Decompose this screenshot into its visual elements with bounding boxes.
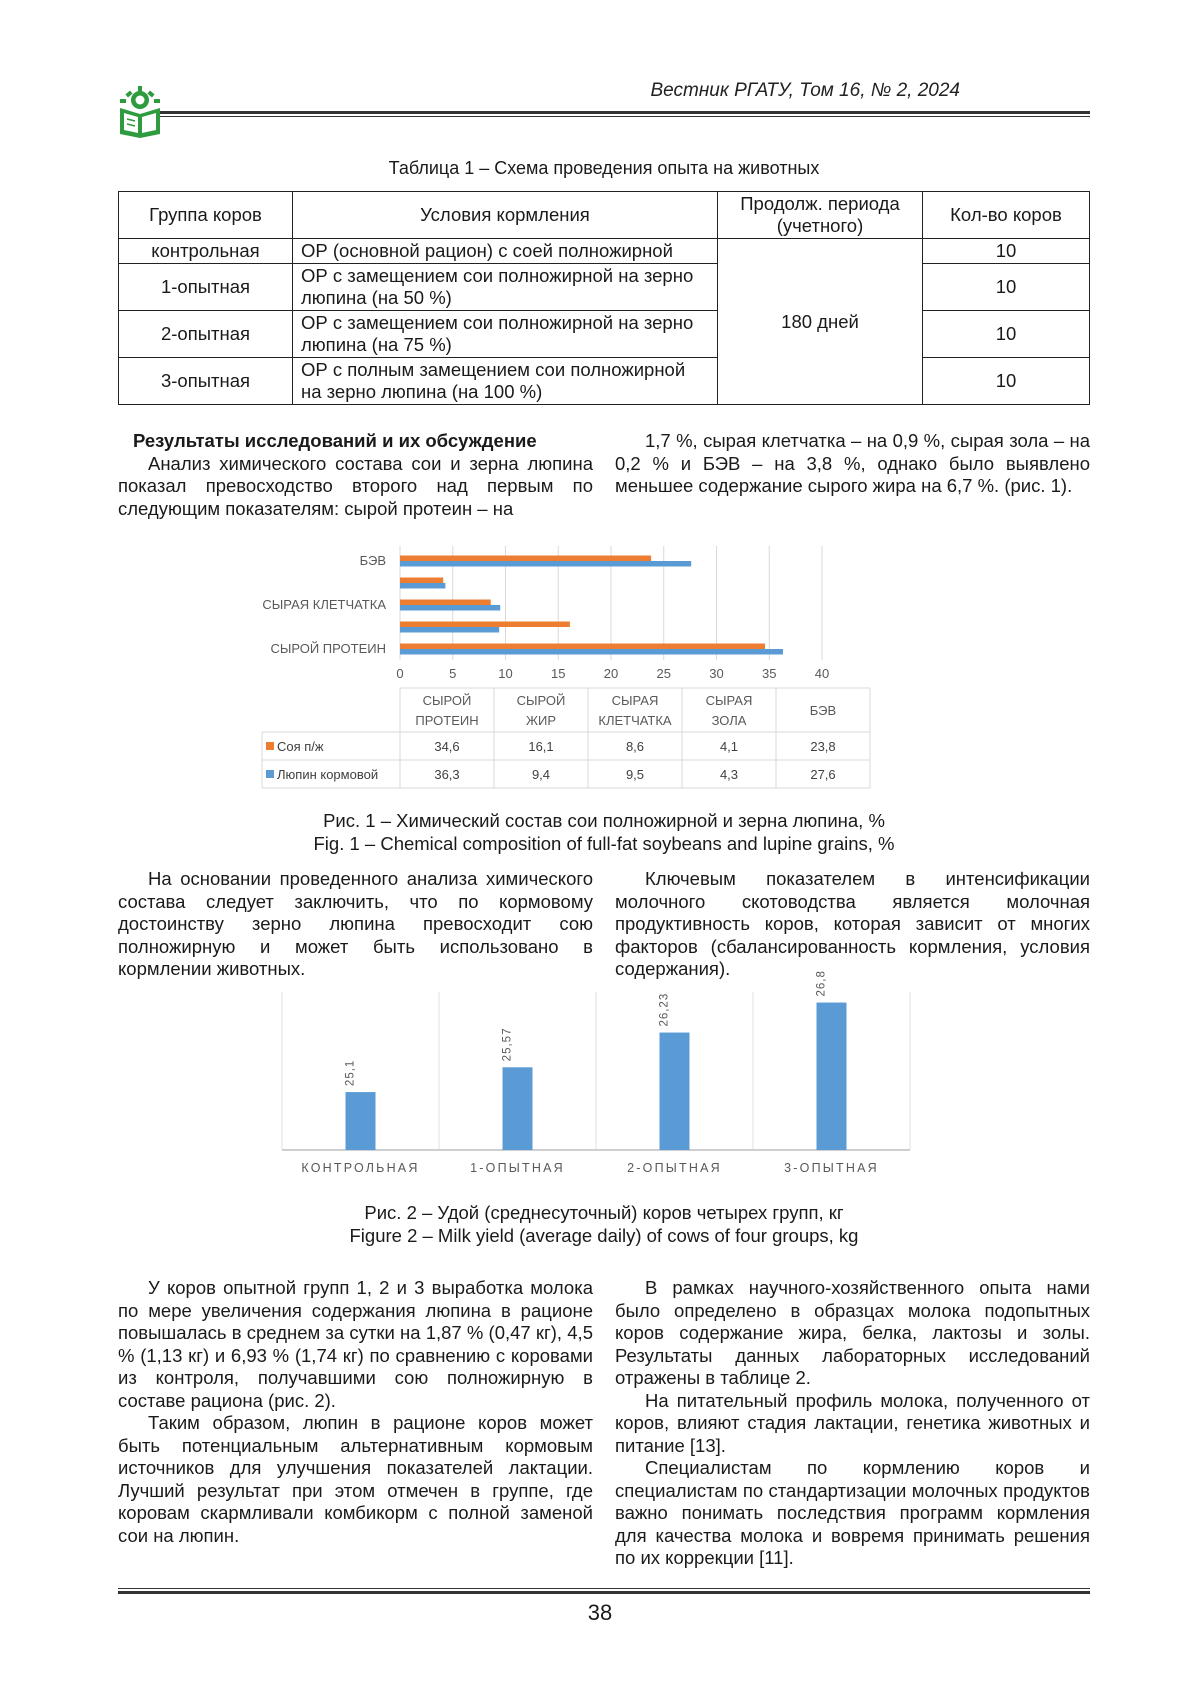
- bar-lupine: [400, 649, 783, 655]
- table-value: 34,6: [434, 739, 460, 754]
- table1-cell-conditions: ОР с замещением сои полножирной на зерно люпина (на 50 %): [293, 264, 718, 311]
- section3-right-column: [615, 1277, 1090, 1570]
- table1-header-count: Кол-во коров: [923, 192, 1090, 239]
- table-value: 27,6: [810, 767, 836, 782]
- table-header-line: КЛЕТЧАТКА: [598, 713, 672, 728]
- bar: [660, 1033, 690, 1150]
- table-value: 36,3: [434, 767, 460, 782]
- bar-soy: [400, 556, 651, 562]
- table-header-line: ЖИР: [525, 713, 557, 728]
- table1-header-period: Продолж. периода (учетного): [718, 192, 923, 239]
- table-header: БЭВ: [809, 703, 837, 718]
- table-row: [119, 311, 1090, 358]
- table-value: 4,3: [719, 767, 739, 782]
- bar: [817, 1003, 847, 1150]
- x-category-label: 2-ОПЫТНАЯ: [627, 1161, 722, 1175]
- y-category-label: СЫРАЯ КЛЕТЧАТКА: [262, 597, 386, 612]
- journal-logo: [118, 86, 162, 138]
- table1-cell-conditions: ОР с полным замещением сои полножирной на зерно люпина (на 100 %): [293, 358, 718, 405]
- bar-soy: [400, 578, 443, 584]
- section2-left-paragraph: На основании проведенного анализа химического состава следует заключить, что по кормовому достоинству зерно люпина превосходит сою полножирную и может быть использовано в кормлении животных.: [118, 868, 593, 979]
- table1-header-group: Группа коров: [119, 192, 293, 239]
- fig1-caption-ru: Рис. 1 – Химический состав сои полножирной и зерна люпина, %: [323, 810, 885, 831]
- table1-header-conditions: Условия кормления: [293, 192, 718, 239]
- section1-left-paragraph: Анализ химического состава сои и зерна люпина показал превосходство второго над первым по следующим показателям: сырой протеин – на: [118, 452, 593, 519]
- fig2-chart: [280, 970, 920, 1180]
- data-label: 26,23: [658, 992, 671, 1027]
- table-value: 9,4: [531, 767, 551, 782]
- table-header-line: СЫРОЙ: [422, 693, 472, 708]
- bar-soy: [400, 600, 491, 606]
- section2-left-column: [118, 868, 593, 981]
- section1-left-column: [118, 430, 593, 520]
- y-category-label: БЭВ: [359, 553, 386, 568]
- fig2-caption-en: Figure 2 – Milk yield (average daily) of cows of four groups, kg: [349, 1225, 859, 1246]
- fig1-caption-en: Fig. 1 – Chemical composition of full-fat soybeans and lupine grains, %: [313, 833, 895, 854]
- legend-series-name: Люпин кормовой: [277, 767, 379, 782]
- table1-cell-count: 10: [923, 264, 1090, 311]
- x-tick-label: 25: [656, 666, 671, 681]
- section1-right-paragraph: 1,7 %, сырая клетчатка – на 0,9 %, сырая зола – на 0,2 % и БЭВ – на 3,8 %, однако было выявлено меньшее содержание сырого жира на 6,7 %. (рис. 1).: [615, 430, 1090, 496]
- section3-right-paragraph-1: В рамках научного-хозяйственного опыта нами было определено в образцах молока подопытных коров содержание жира, белка, лактозы и золы. Результаты данных лабораторных исследований отражены в таблице 2.: [615, 1277, 1090, 1388]
- table-value: 8,6: [625, 739, 645, 754]
- bar-lupine: [400, 627, 499, 633]
- legend-series-name: Соя п/ж: [277, 739, 324, 754]
- fig2-caption-ru: Рис. 2 – Удой (среднесуточный) коров четырех групп, кг: [364, 1202, 844, 1223]
- section3-right-paragraph-2: На питательный профиль молока, полученного от коров, влияют стадия лактации, генетика животных и питание [13].: [615, 1389, 1090, 1456]
- x-tick-label: 0: [396, 666, 404, 681]
- table1-cell-group: 1-опытная: [119, 264, 293, 311]
- x-tick-label: 40: [814, 666, 830, 681]
- x-category-label: 1-ОПЫТНАЯ: [470, 1161, 565, 1175]
- table1-caption: Таблица 1 – Схема проведения опыта на животных: [388, 158, 820, 178]
- table1: [118, 191, 1090, 405]
- footer-rule: [118, 1591, 1090, 1594]
- table-value: 23,8: [810, 739, 836, 754]
- section3-right-paragraph-3: Специалистам по кормлению коров и специалистам по стандартизации молочных продуктов важно понимать последствия программ кормления для качества молока и вовремя принимать решения по их коррекции [11].: [615, 1457, 1090, 1568]
- table-value: 9,5: [625, 767, 645, 782]
- x-category-label: КОНТРОЛЬНАЯ: [301, 1161, 420, 1175]
- table-header-line: СЫРАЯ: [705, 693, 753, 708]
- x-category-label: 3-ОПЫТНАЯ: [784, 1161, 879, 1175]
- table1-cell-group: контрольная: [119, 239, 293, 264]
- data-label: 25,57: [501, 1027, 514, 1062]
- section3-left-paragraph-2: Таким образом, люпин в рационе коров может быть потенциальным альтернативным кормовым источников для улучшения показателей лактации. Лучший результат при этом отмечен в группе, где коровам скармливали комбикорм с полной заменой сои на люпин.: [118, 1412, 593, 1546]
- legend-key-lupine: [266, 770, 274, 778]
- bar-lupine: [400, 605, 500, 611]
- data-label: 25,1: [344, 1059, 357, 1087]
- table1-cell-conditions: ОР с замещением сои полножирной на зерно люпина (на 75 %): [293, 311, 718, 358]
- table-header-line: СЫРОЙ: [516, 693, 566, 708]
- section2-right-column: [615, 868, 1090, 981]
- header-rule-thin: [160, 116, 1090, 117]
- table-header-line: СЫРАЯ: [611, 693, 659, 708]
- table-value: 4,1: [719, 739, 739, 754]
- bar: [503, 1067, 533, 1150]
- fig1-chart: [262, 540, 912, 785]
- x-tick-label: 30: [709, 666, 724, 681]
- table1-cell-count: 10: [923, 358, 1090, 405]
- section-heading: Результаты исследований и их обсуждение: [133, 430, 537, 451]
- table1-cell-conditions: ОР (основной рацион) с соей полножирной: [293, 239, 718, 264]
- bar: [346, 1092, 376, 1150]
- table-value: 16,1: [528, 739, 554, 754]
- table1-cell-period: 180 дней: [718, 239, 923, 405]
- table1-cell-count: 10: [923, 311, 1090, 358]
- table-row: [119, 264, 1090, 311]
- page-number: 38: [587, 1600, 613, 1625]
- table-row: [119, 358, 1090, 405]
- bar-soy: [400, 644, 765, 650]
- legend-key-soy: [266, 742, 274, 750]
- table-header-line: ПРОТЕИН: [415, 713, 479, 728]
- x-tick-label: 10: [498, 666, 513, 681]
- section1-right-column: [615, 430, 1090, 498]
- x-tick-label: 20: [603, 666, 619, 681]
- x-tick-label: 5: [449, 666, 457, 681]
- section3-left-column: [118, 1277, 593, 1547]
- table1-cell-count: 10: [923, 239, 1090, 264]
- x-tick-label: 15: [551, 666, 566, 681]
- y-category-label: СЫРОЙ ПРОТЕИН: [270, 641, 386, 656]
- bar-lupine: [400, 561, 691, 567]
- bar-soy: [400, 622, 570, 628]
- table1-cell-group: 2-опытная: [119, 311, 293, 358]
- table-header-line: ЗОЛА: [711, 713, 747, 728]
- table1-cell-group: 3-опытная: [119, 358, 293, 405]
- table-row: [119, 239, 1090, 264]
- x-tick-label: 35: [762, 666, 777, 681]
- table1-header-row: [119, 192, 1090, 239]
- journal-title: Вестник РГАТУ, Том 16, № 2, 2024: [650, 80, 960, 101]
- footer-rule-thin: [118, 1588, 1090, 1589]
- section3-left-paragraph-1: У коров опытной групп 1, 2 и 3 выработка молока по мере увеличения содержания люпина в рационе повышалась в среднем за сутки на 1,87 % (0,47 кг), 4,5 % (1,13 кг) и 6,93 % (1,74 кг) по сравнению с коровами из контроля, получавшими сою полножирную в составе рациона (рис. 2).: [118, 1277, 593, 1411]
- data-label: 26,8: [815, 970, 828, 997]
- bar-lupine: [400, 583, 445, 589]
- header-rule: [160, 111, 1090, 114]
- section2-right-paragraph: Ключевым показателем в интенсификации молочного скотоводства является молочная продуктивность коров, которая зависит от многих факторов (сбалансированность кормления, условия содержания).: [615, 868, 1090, 979]
